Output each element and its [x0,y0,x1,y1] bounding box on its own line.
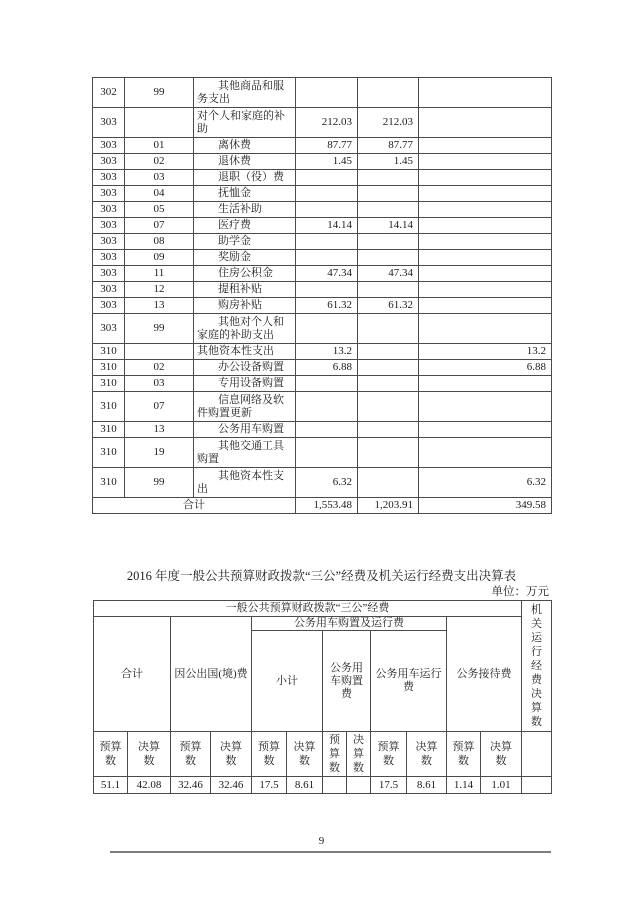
cell-amount-1 [296,392,358,422]
cell-amount-2 [358,422,419,438]
table-row [93,234,552,250]
cell-value: 17.5 [371,777,407,794]
cell-amount-3 [419,376,552,392]
table-row [93,344,552,360]
cell-amount-2 [358,360,419,376]
cell-class-code: 303 [93,250,125,266]
total-row [93,498,552,514]
page-number: 9 [318,835,325,847]
cell-subclass-code: 13 [125,298,194,314]
cell-amount-3 [419,218,552,234]
cell-amount-2 [358,344,419,360]
cell-amount-2 [358,438,419,468]
cell-class-code: 310 [93,360,125,376]
table-row [93,468,552,498]
cell-amount-3 [419,78,552,108]
table-row [93,138,552,154]
cell-value: 17.5 [252,777,287,794]
cell-subclass-code [125,344,194,360]
cell-class-code: 310 [93,422,125,438]
cell-value [323,777,347,794]
cell-amount-2 [358,392,419,422]
cell-amount-3 [419,202,552,218]
header-abroad-fee: 因公出国(境)费 [171,617,252,732]
cell-amount-1 [296,250,358,266]
cell-subject-name: 退休费 [194,154,296,170]
cell-class-code: 310 [93,392,125,422]
cell-subclass-code: 99 [125,468,194,498]
cell-value [522,777,552,794]
cell-subject-name: 奖励金 [194,250,296,266]
table-row [94,732,552,777]
cell-subject-name: 对个人和家庭的补助 [194,108,296,138]
header-final-amount: 决算数 [347,732,371,777]
header-agency-operating-funds: 机关运行经费决算数 [522,601,552,732]
cell-class-code: 303 [93,202,125,218]
cell-amount-1: 6.32 [296,468,358,498]
cell-subclass-code: 01 [125,138,194,154]
cell-amount-2 [358,170,419,186]
empty-cell [522,732,552,777]
cell-class-code: 310 [93,376,125,392]
table-row [93,392,552,422]
cell-amount-1 [296,170,358,186]
cell-subclass-code: 12 [125,282,194,298]
cell-class-code: 303 [93,186,125,202]
sangong-expense-table [93,600,552,794]
cell-subclass-code: 03 [125,376,194,392]
cell-class-code: 303 [93,298,125,314]
cell-class-code: 303 [93,170,125,186]
cell-amount-3 [419,250,552,266]
cell-class-code: 303 [93,154,125,170]
cell-subclass-code: 99 [125,314,194,344]
header-subtotal: 小计 [252,631,323,732]
cell-amount-1 [296,282,358,298]
cell-value: 8.61 [287,777,323,794]
table-row [93,298,552,314]
cell-amount-1 [296,376,358,392]
table-row [93,186,552,202]
header-car-purchase-fee: 公务用车购置费 [323,631,371,732]
unit-label: 单位：万元 [491,586,549,598]
cell-subject-name: 办公设备购置 [194,360,296,376]
cell-subclass-code: 99 [125,78,194,108]
cell-amount-1 [296,314,358,344]
cell-subclass-code: 02 [125,360,194,376]
cell-class-code: 303 [93,138,125,154]
cell-value: 1.14 [447,777,481,794]
cell-subclass-code: 19 [125,438,194,468]
table-row [93,170,552,186]
cell-class-code: 302 [93,78,125,108]
cell-amount-1: 1.45 [296,154,358,170]
cell-subject-name: 提租补贴 [194,282,296,298]
cell-value: 32.46 [171,777,211,794]
table-row [94,617,552,631]
cell-subject-name: 其他资本性支出 [194,468,296,498]
table-title: 2016 年度一般公共预算财政拨款“三公”经费及机关运行经费支出决算表 [126,569,517,583]
cell-value: 42.08 [128,777,171,794]
header-budget-amount: 预算数 [323,732,347,777]
header-final-amount: 决算数 [211,732,252,777]
cell-amount-3 [419,266,552,282]
cell-subclass-code: 02 [125,154,194,170]
cell-subject-name: 公务用车购置 [194,422,296,438]
table-row [93,154,552,170]
cell-subject-name: 医疗费 [194,218,296,234]
cell-amount-1 [296,438,358,468]
cell-subject-name: 专用设备购置 [194,376,296,392]
header-car-purchase-operation-group: 公务用车购置及运行费 [252,617,447,631]
cell-amount-2 [358,282,419,298]
cell-amount-1: 212.03 [296,108,358,138]
cell-amount-3 [419,170,552,186]
cell-subclass-code: 07 [125,218,194,234]
cell-subclass-code: 03 [125,170,194,186]
cell-amount-2: 1.45 [358,154,419,170]
cell-amount-3 [419,138,552,154]
cell-class-code: 303 [93,266,125,282]
header-budget-amount: 预算数 [371,732,407,777]
cell-subclass-code: 09 [125,250,194,266]
cell-amount-3 [419,392,552,422]
cell-subclass-code: 08 [125,234,194,250]
cell-subject-name: 抚恤金 [194,186,296,202]
cell-subclass-code: 05 [125,202,194,218]
cell-amount-1: 14.14 [296,218,358,234]
expenditure-detail-table [92,77,552,514]
cell-amount-2 [358,78,419,108]
cell-amount-2: 14.14 [358,218,419,234]
cell-amount-2 [358,202,419,218]
table-row [93,438,552,468]
table-row [93,282,552,298]
cell-class-code: 310 [93,438,125,468]
cell-amount-1: 47.34 [296,266,358,282]
cell-amount-2 [358,250,419,266]
footer-divider [110,851,551,853]
cell-amount-1 [296,202,358,218]
header-final-amount: 决算数 [481,732,522,777]
header-reception-fee: 公务接待费 [447,617,522,732]
cell-amount-3: 13.2 [419,344,552,360]
cell-amount-3 [419,438,552,468]
cell-amount-2: 212.03 [358,108,419,138]
cell-subject-name: 助学金 [194,234,296,250]
header-budget-amount: 预算数 [171,732,211,777]
cell-subject-name: 其他交通工具购置 [194,438,296,468]
cell-value: 51.1 [94,777,128,794]
cell-amount-3 [419,422,552,438]
cell-amount-1 [296,186,358,202]
cell-subject-name: 离休费 [194,138,296,154]
cell-amount-1: 87.77 [296,138,358,154]
header-final-amount: 决算数 [128,732,171,777]
cell-class-code: 303 [93,314,125,344]
table-row [93,250,552,266]
table-row [93,202,552,218]
cell-amount-1: 61.32 [296,298,358,314]
cell-subject-name: 生活补助 [194,202,296,218]
cell-subject-name: 其他资本性支出 [194,344,296,360]
cell-subject-name: 退职（役）费 [194,170,296,186]
table-row [94,777,552,794]
cell-class-code: 310 [93,468,125,498]
cell-amount-1: 6.88 [296,360,358,376]
header-car-operation-fee: 公务用车运行费 [371,631,447,732]
header-general-public-budget: 一般公共预算财政拨款“三公”经费 [94,601,522,617]
cell-total-amount-3: 349.58 [419,498,552,514]
cell-amount-3 [419,314,552,344]
cell-amount-3 [419,186,552,202]
cell-class-code: 303 [93,234,125,250]
cell-total-label: 合计 [93,498,296,514]
cell-subclass-code [125,108,194,138]
cell-class-code: 303 [93,108,125,138]
header-final-amount: 决算数 [407,732,447,777]
header-budget-amount: 预算数 [94,732,128,777]
cell-amount-2 [358,234,419,250]
cell-amount-1 [296,78,358,108]
cell-subclass-code: 04 [125,186,194,202]
header-total: 合计 [94,617,171,732]
cell-amount-2: 87.77 [358,138,419,154]
cell-amount-1 [296,422,358,438]
table-row [93,422,552,438]
cell-subject-name: 其他商品和服务支出 [194,78,296,108]
cell-amount-2 [358,376,419,392]
cell-subclass-code: 07 [125,392,194,422]
table-row [93,218,552,234]
table-row [94,601,552,617]
cell-amount-3 [419,298,552,314]
header-budget-amount: 预算数 [252,732,287,777]
cell-value [347,777,371,794]
cell-amount-3 [419,234,552,250]
cell-subclass-code: 13 [125,422,194,438]
cell-amount-3: 6.88 [419,360,552,376]
cell-amount-3 [419,154,552,170]
header-final-amount: 决算数 [287,732,323,777]
cell-amount-1 [296,234,358,250]
table-row [93,360,552,376]
cell-amount-2: 47.34 [358,266,419,282]
cell-subject-name: 信息网络及软件购置更新 [194,392,296,422]
cell-amount-2 [358,186,419,202]
cell-amount-1: 13.2 [296,344,358,360]
cell-value: 8.61 [407,777,447,794]
table-row [93,266,552,282]
table-row [93,78,552,108]
table-row [93,108,552,138]
table-row [93,314,552,344]
cell-amount-2 [358,468,419,498]
cell-amount-2: 61.32 [358,298,419,314]
cell-class-code: 310 [93,344,125,360]
cell-class-code: 303 [93,282,125,298]
cell-value: 32.46 [211,777,252,794]
cell-total-amount-2: 1,203.91 [358,498,419,514]
cell-amount-3: 6.32 [419,468,552,498]
cell-subject-name: 其他对个人和家庭的补助支出 [194,314,296,344]
table-row [93,376,552,392]
cell-value: 1.01 [481,777,522,794]
cell-amount-3 [419,282,552,298]
cell-total-amount-1: 1,553.48 [296,498,358,514]
cell-subject-name: 购房补贴 [194,298,296,314]
cell-class-code: 303 [93,218,125,234]
cell-subclass-code: 11 [125,266,194,282]
cell-amount-2 [358,314,419,344]
cell-amount-3 [419,108,552,138]
header-budget-amount: 预算数 [447,732,481,777]
cell-subject-name: 住房公积金 [194,266,296,282]
